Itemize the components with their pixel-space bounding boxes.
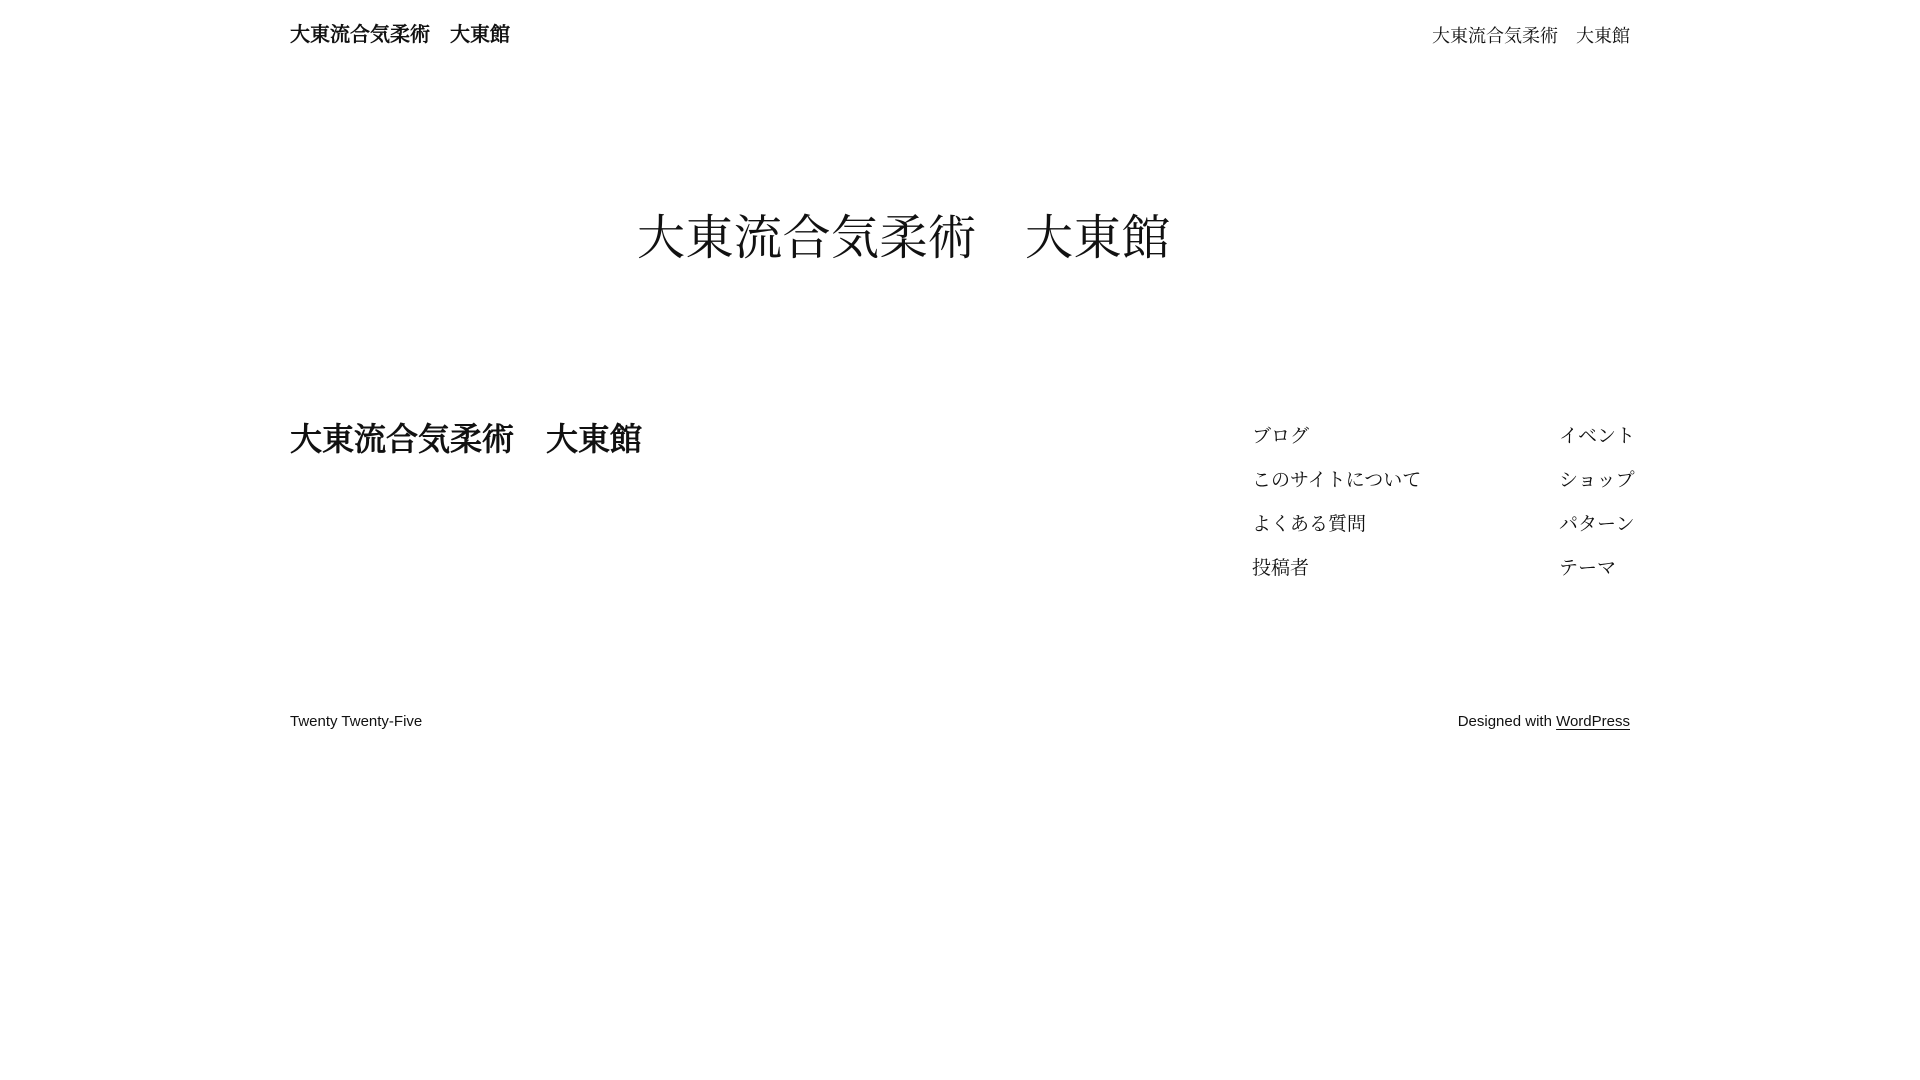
footer-credit [1458,712,1630,732]
footer-nav-column-2 [1559,424,1635,600]
footer-wordpress-link[interactable]: WordPress [1556,713,1630,730]
footer-nav-item [1559,424,1635,450]
header-nav [1432,24,1630,48]
footer-link-patterns[interactable]: パターン [1559,514,1635,535]
header-nav-home-link[interactable]: 大東流合気柔術 大東館 [1432,26,1630,46]
footer-nav-item [1252,512,1421,538]
footer-link-shop[interactable]: ショップ [1559,470,1635,491]
footer-nav-item [1559,468,1635,494]
footer-nav-item [1252,424,1421,450]
footer-nav-item [1559,556,1635,582]
footer-theme-name: Twenty Twenty-Five [290,713,423,730]
footer-credit-text: Designed with [1457,713,1557,730]
footer-nav-item [1559,512,1635,538]
footer-nav-column-1 [1252,424,1421,600]
footer-link-authors[interactable]: 投稿者 [1252,558,1310,579]
footer-site-title-link[interactable]: 大東流合気柔術 大東館 [290,421,643,457]
footer-link-themes[interactable]: テーマ [1559,558,1617,579]
footer-link-about[interactable]: このサイトについて [1252,470,1422,491]
footer-nav-item [1252,556,1421,582]
footer-link-events[interactable]: イベント [1559,426,1636,447]
footer-link-faq[interactable]: よくある質問 [1252,514,1367,535]
footer-nav-item [1252,468,1421,494]
header-site-title-link[interactable]: 大東流合気柔術 大東館 [290,24,510,46]
page-title: 大東流合気柔術 大東館 [637,212,1171,265]
footer-link-blog[interactable]: ブログ [1252,426,1310,447]
